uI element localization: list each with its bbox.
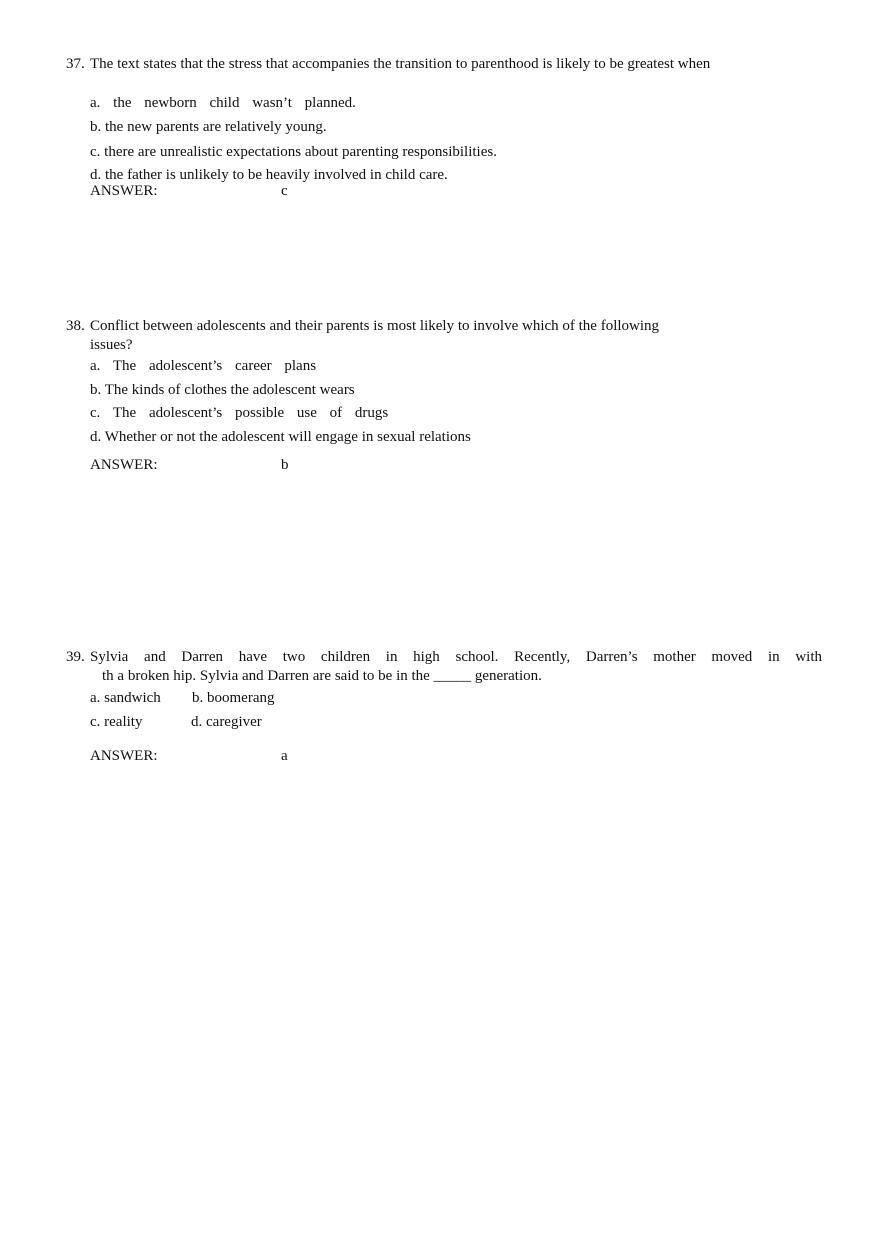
option-d: d. the father is unlikely to be heavily involved in child care. [90,167,448,183]
question-text: The text states that the stress that accompanies the transition to parenthood is likely to be greatest when [90,56,711,72]
answer-label: ANSWER: [90,748,158,764]
answer-value: b [281,457,289,473]
option-b: b. the new parents are relatively young. [90,119,327,135]
question-text-line-1: Sylvia and Darren have two children in high school. Recently, Darren’s mother moved in with [90,649,822,665]
option-c: c. The adolescent’s possible use of drugs [90,405,389,421]
answer-value: c [281,183,288,199]
question-39 [66,648,822,764]
option-a: a. The adolescent’s career plans [90,358,317,374]
question-38 [66,317,822,473]
question-stem [66,55,720,74]
option-b: b. boomerang [192,690,275,706]
question-number: 39. [66,649,85,665]
question-text: Conflict between adolescents and their parents is most likely to involve which of the following issues? [90,318,660,353]
option-b: b. The kinds of clothes the adolescent wears [90,382,355,398]
option-d: d. Whether or not the adolescent will engage in sexual relations [90,429,471,445]
answer-label: ANSWER: [90,457,158,473]
answer-value: a [281,748,288,764]
question-stem [66,317,702,355]
option-a: a. sandwich [90,690,161,706]
option-c: c. there are unrealistic expectations about parenting responsibilities. [90,144,497,160]
question-number: 38. [66,318,85,334]
question-37 [66,55,822,199]
option-c: c. reality [90,714,143,730]
question-text-line-2: th a broken hip. Sylvia and Darren are said to be in the _____ generation. [102,668,542,684]
option-d: d. caregiver [191,714,262,730]
answer-label: ANSWER: [90,183,158,199]
option-a: a. the newborn child wasn’t planned. [90,95,356,111]
question-stem [66,648,822,686]
question-number: 37. [66,56,85,72]
